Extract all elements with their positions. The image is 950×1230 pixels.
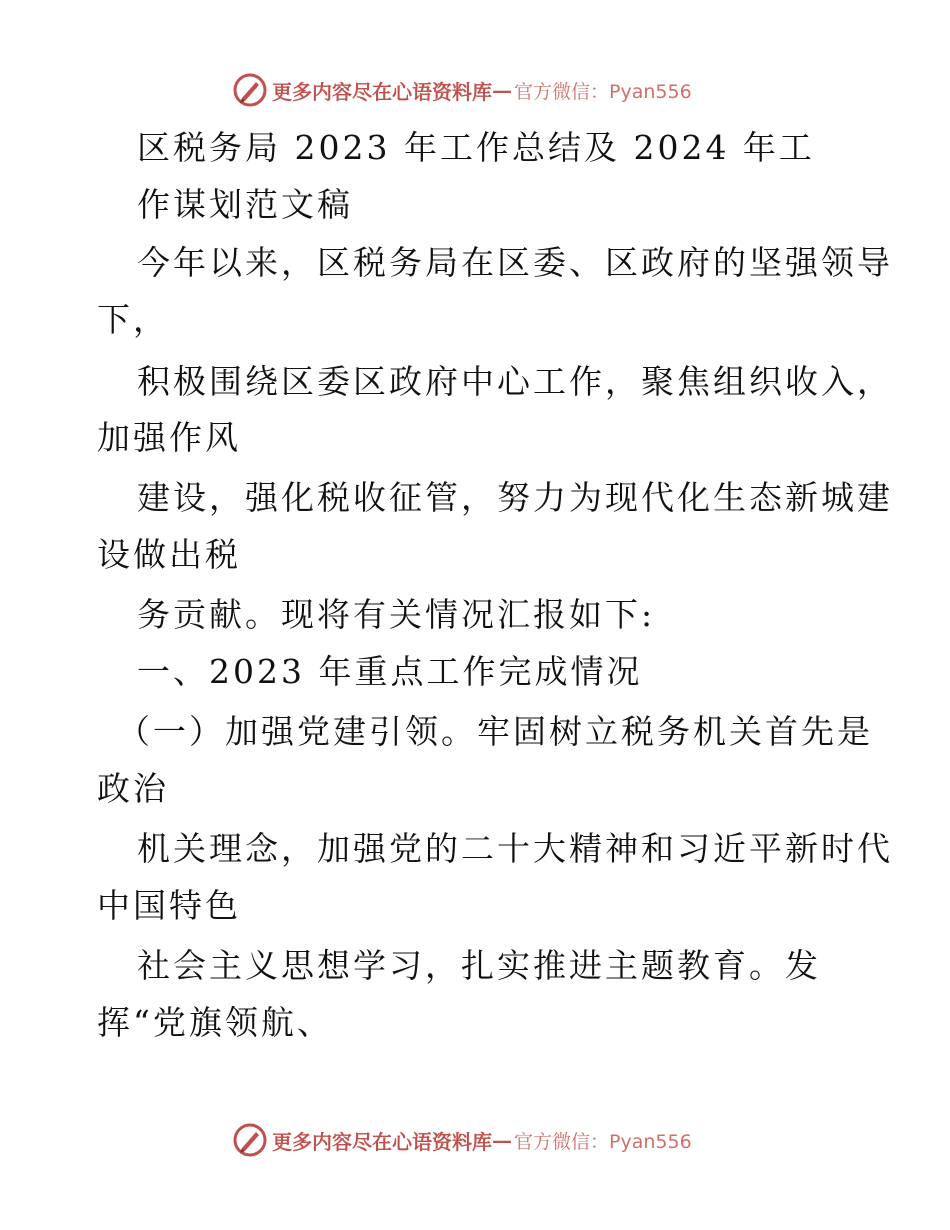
watermark-text: 更多内容尽在心语资料库	[272, 1129, 492, 1154]
doc-line: 政治	[97, 769, 169, 808]
doc-line: 挥“党旗领航、	[97, 1003, 333, 1042]
header-watermark	[232, 70, 752, 110]
watermark-contact: 官方微信：Pyan556	[514, 1130, 692, 1153]
footer-watermark	[232, 1120, 752, 1160]
doc-line: 建设，强化税收征管，努力为现代化生态新城建	[137, 478, 893, 517]
watermark-separator: —	[492, 78, 512, 102]
doc-line: 社会主义思想学习，扎实推进主题教育。发	[137, 946, 821, 985]
doc-line: 设做出税	[97, 535, 241, 574]
doc-line: 下，	[97, 300, 169, 339]
doc-section-heading: 一、2023 年重点工作完成情况	[137, 652, 643, 691]
doc-line: （一）加强党建引领。牢固树立税务机关首先是	[117, 712, 873, 751]
doc-line: 积极围绕区委区政府中心工作，聚焦组织收入，	[137, 362, 893, 401]
watermark-contact: 官方微信：Pyan556	[514, 80, 692, 103]
doc-title-line-1: 区税务局 2023 年工作总结及 2024 年工	[137, 128, 815, 167]
doc-line: 务贡献。现将有关情况汇报如下:	[137, 595, 656, 634]
doc-line: 中国特色	[97, 886, 241, 925]
doc-line: 今年以来，区税务局在区委、区政府的坚强领导	[137, 243, 893, 282]
pen-logo-icon	[232, 72, 268, 108]
doc-title-line-2: 作谋划范文稿	[137, 185, 353, 224]
doc-line: 机关理念，加强党的二十大精神和习近平新时代	[137, 829, 893, 868]
doc-line: 加强作风	[97, 418, 241, 457]
pen-logo-icon	[232, 1122, 268, 1158]
watermark-text: 更多内容尽在心语资料库	[272, 79, 492, 104]
watermark-separator: —	[492, 1128, 512, 1152]
